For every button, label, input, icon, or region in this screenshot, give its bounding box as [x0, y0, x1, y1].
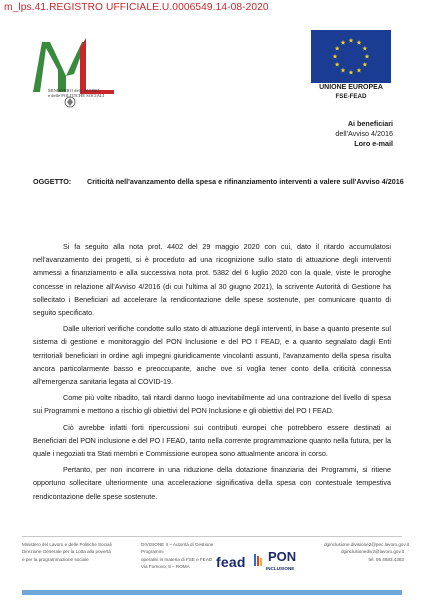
subject-label: OGGETTO: [33, 177, 72, 186]
eu-star-icon [349, 38, 354, 43]
subject-line [33, 177, 403, 186]
recipient-line: Ai beneficiari [347, 119, 393, 128]
subject-text: Criticità nell'avanzamento della spesa e rifinanziamento interventi a valere sull'Avviso 4/2016 [87, 177, 404, 186]
eu-flag-icon [311, 30, 391, 83]
eu-star-icon [341, 40, 346, 45]
phone-number: tel. 06.4683.4383 [368, 556, 404, 562]
eu-star-icon [357, 40, 362, 45]
eu-star-icon [349, 70, 354, 75]
footer-divider [22, 536, 402, 537]
eu-star-icon [362, 46, 367, 51]
body-paragraph: Ciò avrebbe infatti forti ripercussioni sui contributi europei che potrebbero essere destinati ai Beneficiari del PON inclusione e del PO I FEAD, tanto nella corrente programmazione quanto nella futura, per la quale i negoziati tra Stati membri e Commissione europea sono attualmente ancora in corso. [33, 422, 391, 459]
eu-star-icon [365, 54, 370, 59]
email-link[interactable]: dginclusionediv2@lavoro.gov.it [340, 549, 404, 555]
ministry-m-icon [33, 42, 86, 92]
recipient-line: dell'Avviso 4/2016 [335, 129, 393, 138]
pon-subtitle: INCLUSIONE [266, 566, 295, 571]
body-paragraph: Come più volte ribadito, tali ritardi danno luogo inevitabilmente ad una contrazione del livello di spesa sui Programmi e mettono a rischio gli obiettivi del PON Inclusione e gli obiettivi del PO I FEAD. [33, 393, 391, 416]
pon-logo: PON [268, 549, 297, 564]
fead-mark-icon [253, 552, 263, 568]
footer-bar [22, 590, 402, 595]
footer-division: DIVISIONE II – Autorità di Gestione Programmi operativi in materia di FSE e FEAD Via Fornovo, 8 – ROMA [141, 542, 214, 570]
eu-fund: FSE-FEAD [335, 93, 367, 100]
footer-contacts [324, 541, 410, 563]
ministry-name: MINISTERO del LAVORO e delle POLITICHE SOCIALI [48, 88, 105, 99]
footer-address: Ministero del Lavoro e delle Politiche Sociali Direzione Generale per la Lotta alla povertà e per la programmazione sociale [22, 542, 112, 562]
eu-star-icon [335, 46, 340, 51]
body-paragraph: Dalle ulteriori verifiche condotte sullo stato di attuazione degli interventi, in base a quanto presente sul sistema di gestione e monitoraggio del PON Inclusione e del PO I FEAD, e a quanto segnalato dagli Enti territoriali beneficiari in ordine agli impegni giuridicamente vincolanti assunti, l'avanzamento della spesa risulta ancora particolarmente basso e preoccupante, anche ove si voglia tener conto della criticità connessa all'emergenza sanitaria legata al COVID-19. [33, 324, 391, 387]
letter-body [33, 240, 391, 506]
eu-name: UNIONE EUROPEA [319, 84, 383, 91]
body-paragraph: Pertanto, per non incorrere in una riduzione della dotazione finanziaria dei Programmi, si ritiene opportuno sollecitare ulteriormente una accelerazione significativa della spesa con contestuale tempestiva rendicontazione delle spese sostenute. [33, 465, 391, 501]
recipient-line: Loro e-mail [354, 139, 393, 148]
protocol-stamp: m_lps.41.REGISTRO UFFICIALE.U.0006549.14-08-2020 [4, 2, 269, 13]
eu-star-icon [362, 62, 367, 67]
recipients [335, 119, 393, 149]
ministry-l-icon [80, 38, 114, 94]
fead-logo: fead [216, 554, 246, 570]
eu-star-icon [333, 54, 338, 59]
eu-star-icon [341, 68, 346, 73]
eu-star-icon [335, 62, 340, 67]
email-link[interactable]: dginclusione.divisione2@pec.lavoro.gov.it [324, 542, 410, 547]
body-paragraph: Si fa seguito alla nota prot. 4402 del 29 maggio 2020 con cui, dato il ritardo accumulatosi nell'avanzamento dei progetti, si è proceduto ad una ricognizione sullo stato di attuazione degli interventi ammessi a finanziamento e alla successiva nota prot. 5382 del 6 luglio 2020 con la quale, viste le proroghe concesse in relazione all'Avviso 4/2016 (di cui l'ultima al 30 giugno 2021), la scrivente Autorità di Gestione ha sollecitato i Beneficiari ad accelerare la rendicontazione delle spese sostenute, per comunicare quanto di seguito specificato. [33, 242, 391, 318]
eu-star-icon [357, 68, 362, 73]
